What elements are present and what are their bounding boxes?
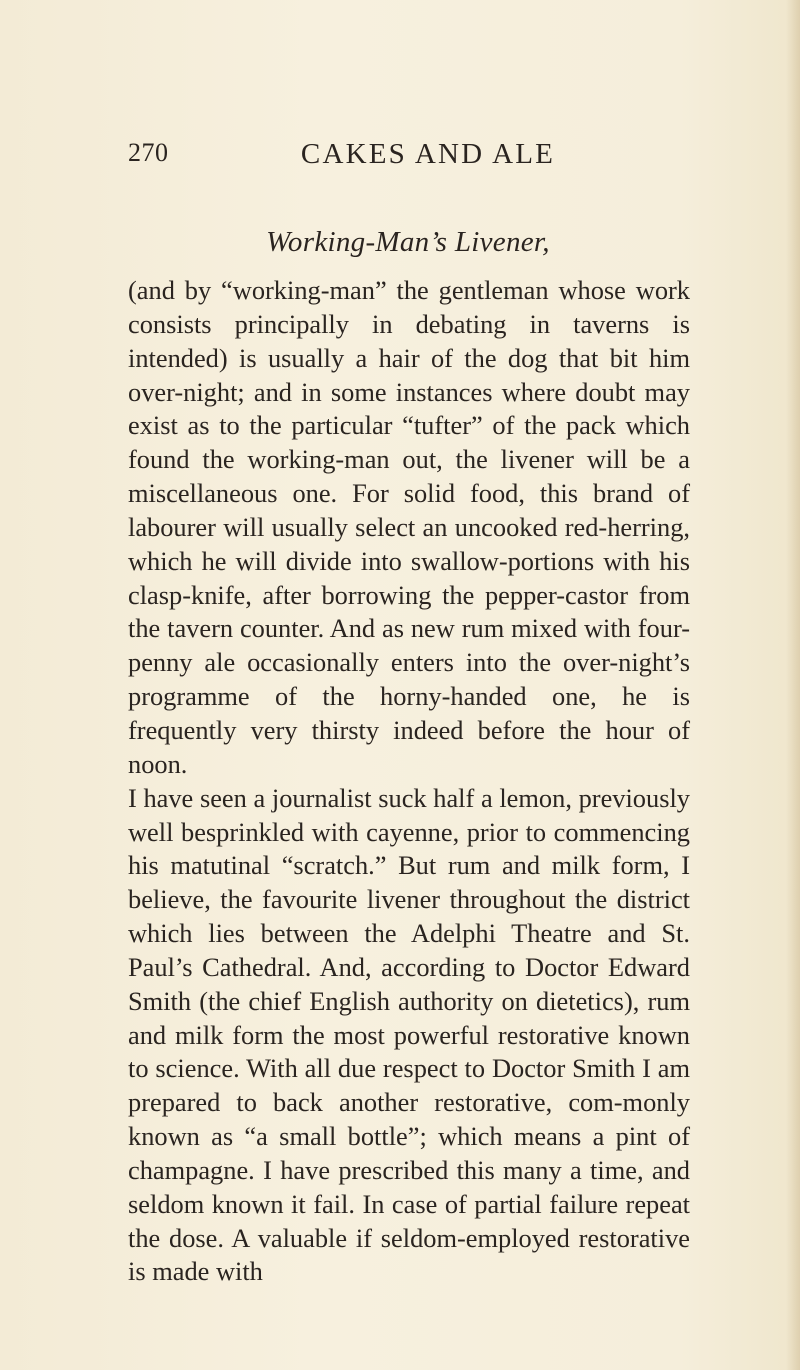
page-edge-shadow — [786, 0, 800, 1370]
paragraph: I have seen a journalist suck half a lemon, previously well besprinkled with cayenne, prior to commencing his matutinal “scratch.” But rum and milk form, I believe, the favourite livener throughout the district which lies between the Adelphi Theatre and St. Paul’s Cathedral. And, according to Doctor Edward Smith (the chief English authority on dietetics), rum and milk form the most powerful restorative known to science. With all due respect to Doctor Smith I am prepared to back another restorative, com-monly known as “a small bottle”; which means a pint of champagne. I have prescribed this many a time, and seldom known it fail. In case of partial failure repeat the dose. A valuable if seldom-employed restorative is made with — [128, 782, 690, 1287]
page-number: 270 — [128, 138, 169, 167]
body-text — [128, 274, 690, 1289]
running-head: CAKES AND ALE — [300, 138, 556, 170]
page-header — [128, 138, 688, 178]
paragraph: (and by “working-man” the gentleman whose work consists principally in debating in taverns is intended) is usually a hair of the dog that bit him over-night; and in some instances where doubt may exist as to the particular “tufter” of the pack which found the working-man out, the livener will be a miscellaneous one. For solid food, this brand of labourer will usually select an uncooked red-herring, which he will divide into swallow-portions with his clasp-knife, after borrowing the pepper-castor from the tavern counter. And as new rum mixed with four-penny ale occasionally enters into the over-night’s programme of the horny-handed one, he is frequently very thirsty indeed before the hour of noon. — [128, 275, 690, 779]
section-title: Working-Man’s Livener, — [266, 226, 550, 258]
